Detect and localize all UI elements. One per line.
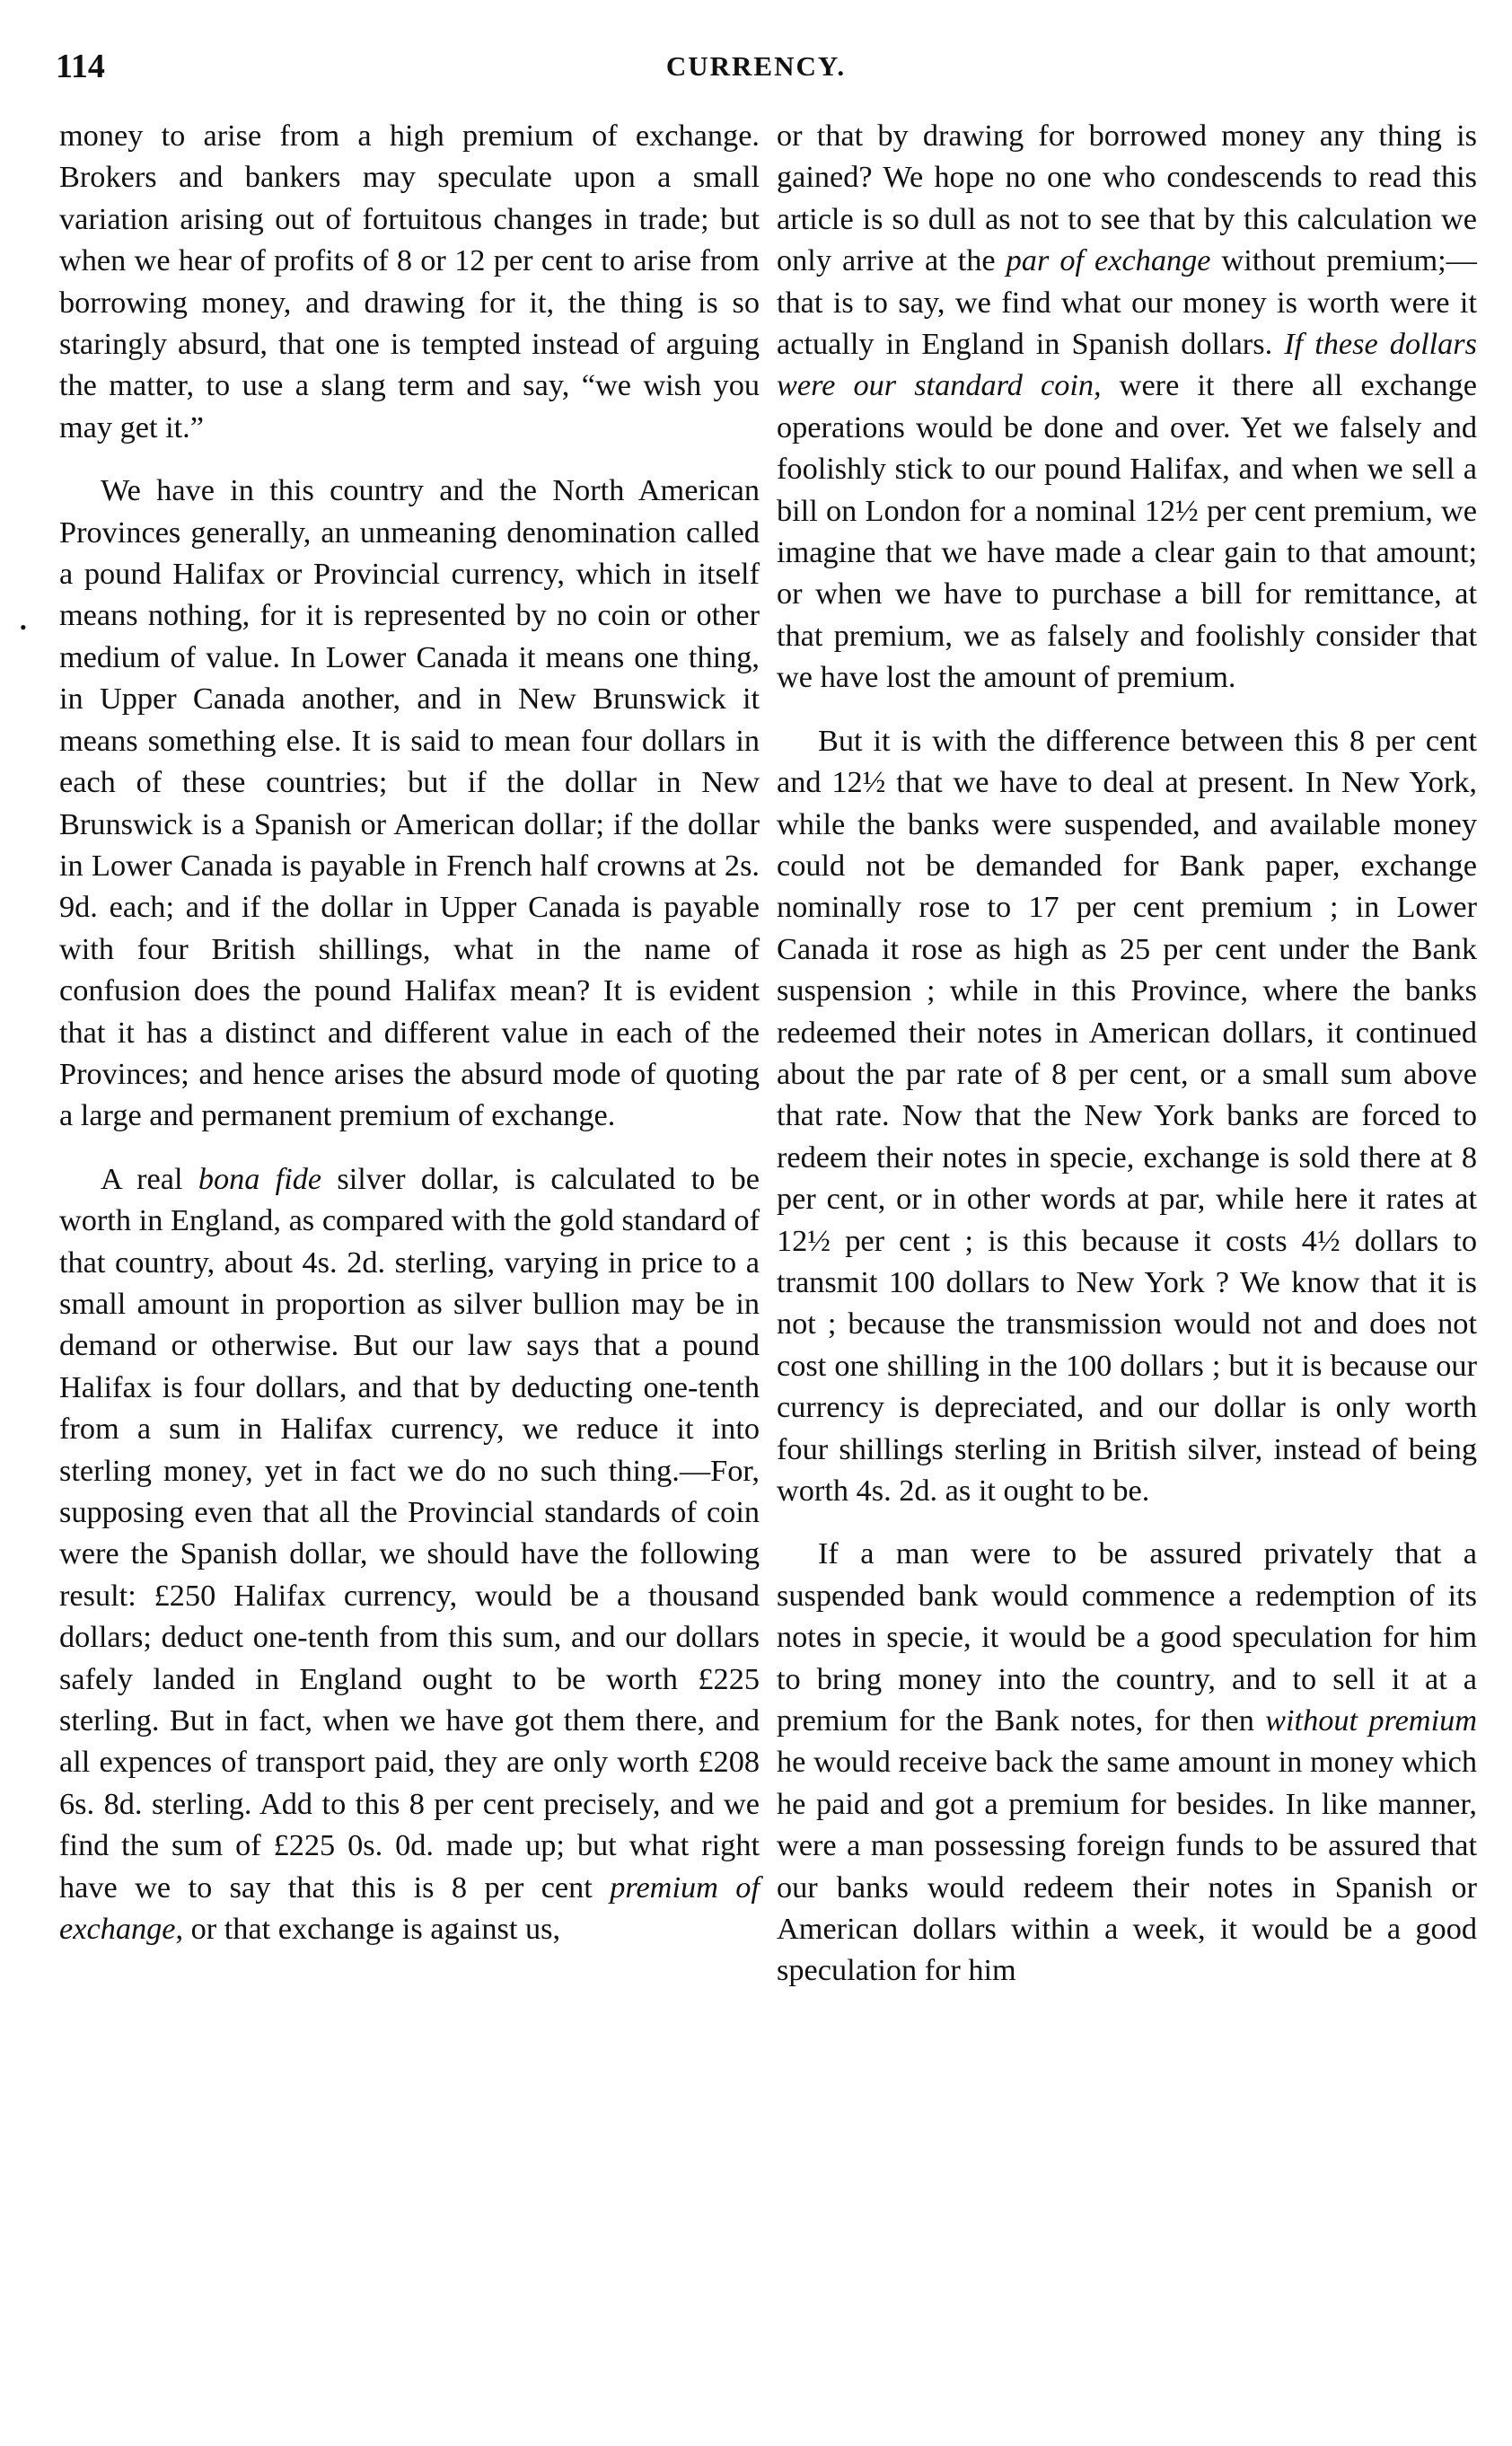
page-number: 114	[56, 48, 105, 85]
text-run: were it there all exchange operations would be done and over. Yet we falsely and foolishly stick to our pound Halifax, and when we sell a bill on London for a nominal 12½ per cent premium, we imagine that we have made a clear gain to that amount; or when we have to purchase a bill for remittance, at that premium, we as falsely and foolishly consider that we have lost the amount of premium.	[777, 368, 1477, 695]
italic-text: without premium	[1265, 1703, 1478, 1738]
text-run: If a man were to be assured privately that a suspended bank would commence a redemption of its notes in specie, it would be a good speculation for him to bring money into the country, and to sell it at a premium for the Bank notes, for then	[777, 1536, 1477, 1738]
right-column	[777, 115, 1477, 2013]
paragraph: money to arise from a high premium of exchange. Brokers and bankers may speculate upon a small variation arising out of fortuitous changes in trade; but when we hear of profits of 8 or 12 per cent to arise from borrowing money, and drawing for it, the thing is so staringly absurd, that one is tempted instead of arguing the matter, to use a slang term and say, “we wish you may get it.”	[59, 119, 760, 444]
italic-text: bona fide	[198, 1161, 322, 1196]
paragraph	[777, 115, 1477, 699]
italic-text: par of exchange	[1006, 243, 1211, 278]
text-run: , or that exchange is against us,	[175, 1912, 561, 1947]
paragraph	[777, 1533, 1477, 1991]
text-run: A real	[101, 1161, 198, 1196]
paragraph	[59, 1158, 760, 1950]
page-header	[56, 47, 1456, 88]
text-run: without premium;—that is to say, we find what our money is worth were it actually in England in Spanish dollars.	[777, 243, 1477, 362]
italic-text: If these dollars were our standard coin,	[777, 327, 1477, 403]
text-run: silver dollar, is calculated to be worth in England, as compared with the gold standard of that country, about 4s. 2d. sterling, varying in price to a small amount in proportion as silver bullion may be in demand or otherwise. But our law says that a pound Halifax is four dollars, and that by deducting one-tenth from a sum in Halifax currency, we reduce it into sterling money, yet in fact we do no such thing.—For, supposing even that all the Provincial standards of coin were the Spanish dollar, we should have the following result: £250 Halifax currency, would be a thousand dollars; deduct one-tenth from this sum, and our dollars safely landed in England ought to be worth £225 sterling. But in fact, when we have got them there, and all expences of transport paid, they are only worth £208 6s. 8d. sterling. Add to this 8 per cent precisely, and we find the sum of £225 0s. 0d. made up; but what right have we to say that this is 8 per cent	[59, 1161, 760, 1905]
text-run: he would receive back the same amount in money which he paid and got a premium for besides. In like manner, were a man possessing foreign funds to be assured that our banks would redeem their notes in Spanish or American dollars within a week, it would be a good speculation for him	[777, 1745, 1477, 1988]
italic-text: premium of exchange	[59, 1870, 760, 1947]
left-column	[59, 115, 760, 1971]
paragraph: But it is with the difference between this 8 per cent and 12½ that we have to deal at present. In New York, while the banks were suspended, and available money could not be demanded for Bank paper, exchange nominally rose to 17 per cent premium ; in Lower Canada it rose as high as 25 per cent under the Bank suspension ; while in this Province, where the banks redeemed their notes in American dollars, it continued about the par rate of 8 per cent, or a small sum above that rate. Now that the New York banks are forced to redeem their notes in specie, exchange is sold there at 8 per cent, or in other words at par, while here it rates at 12½ per cent ; is this because it costs 4½ dollars to transmit 100 dollars to New York ? We know that it is not ; because the transmission would not and does not cost one shilling in the 100 dollars ; but it is because our currency is depreciated, and our dollar is only worth four shillings sterling in British silver, instead of being worth 4s. 2d. as it ought to be.	[777, 723, 1477, 1508]
running-head: CURRENCY.	[665, 50, 847, 82]
text-run: or that by drawing for borrowed money any thing is gained? We hope no one who condescends to read this article is so dull as not to see that by this calculation we only arrive at the	[777, 119, 1477, 278]
paragraph: We have in this country and the North American Provinces generally, an unmeaning denomination called a pound Halifax or Provincial currency, which in itself means nothing, for it is represented by no coin or other medium of value. In Lower Canada it means one thing, in Upper Canada another, and in New Brunswick it means something else. It is said to mean four dollars in each of these countries; but if the dollar in New Brunswick is a Spanish or American dollar; if the dollar in Lower Canada is payable in French half crowns at 2s. 9d. each; and if the dollar in Upper Canada is payable with four British shillings, what in the name of confusion does the pound Halifax mean? It is evident that it has a distinct and different value in each of the Provinces; and hence arises the absurd mode of quoting a large and permanent premium of exchange.	[59, 473, 760, 1133]
margin-mark: •	[20, 616, 27, 638]
